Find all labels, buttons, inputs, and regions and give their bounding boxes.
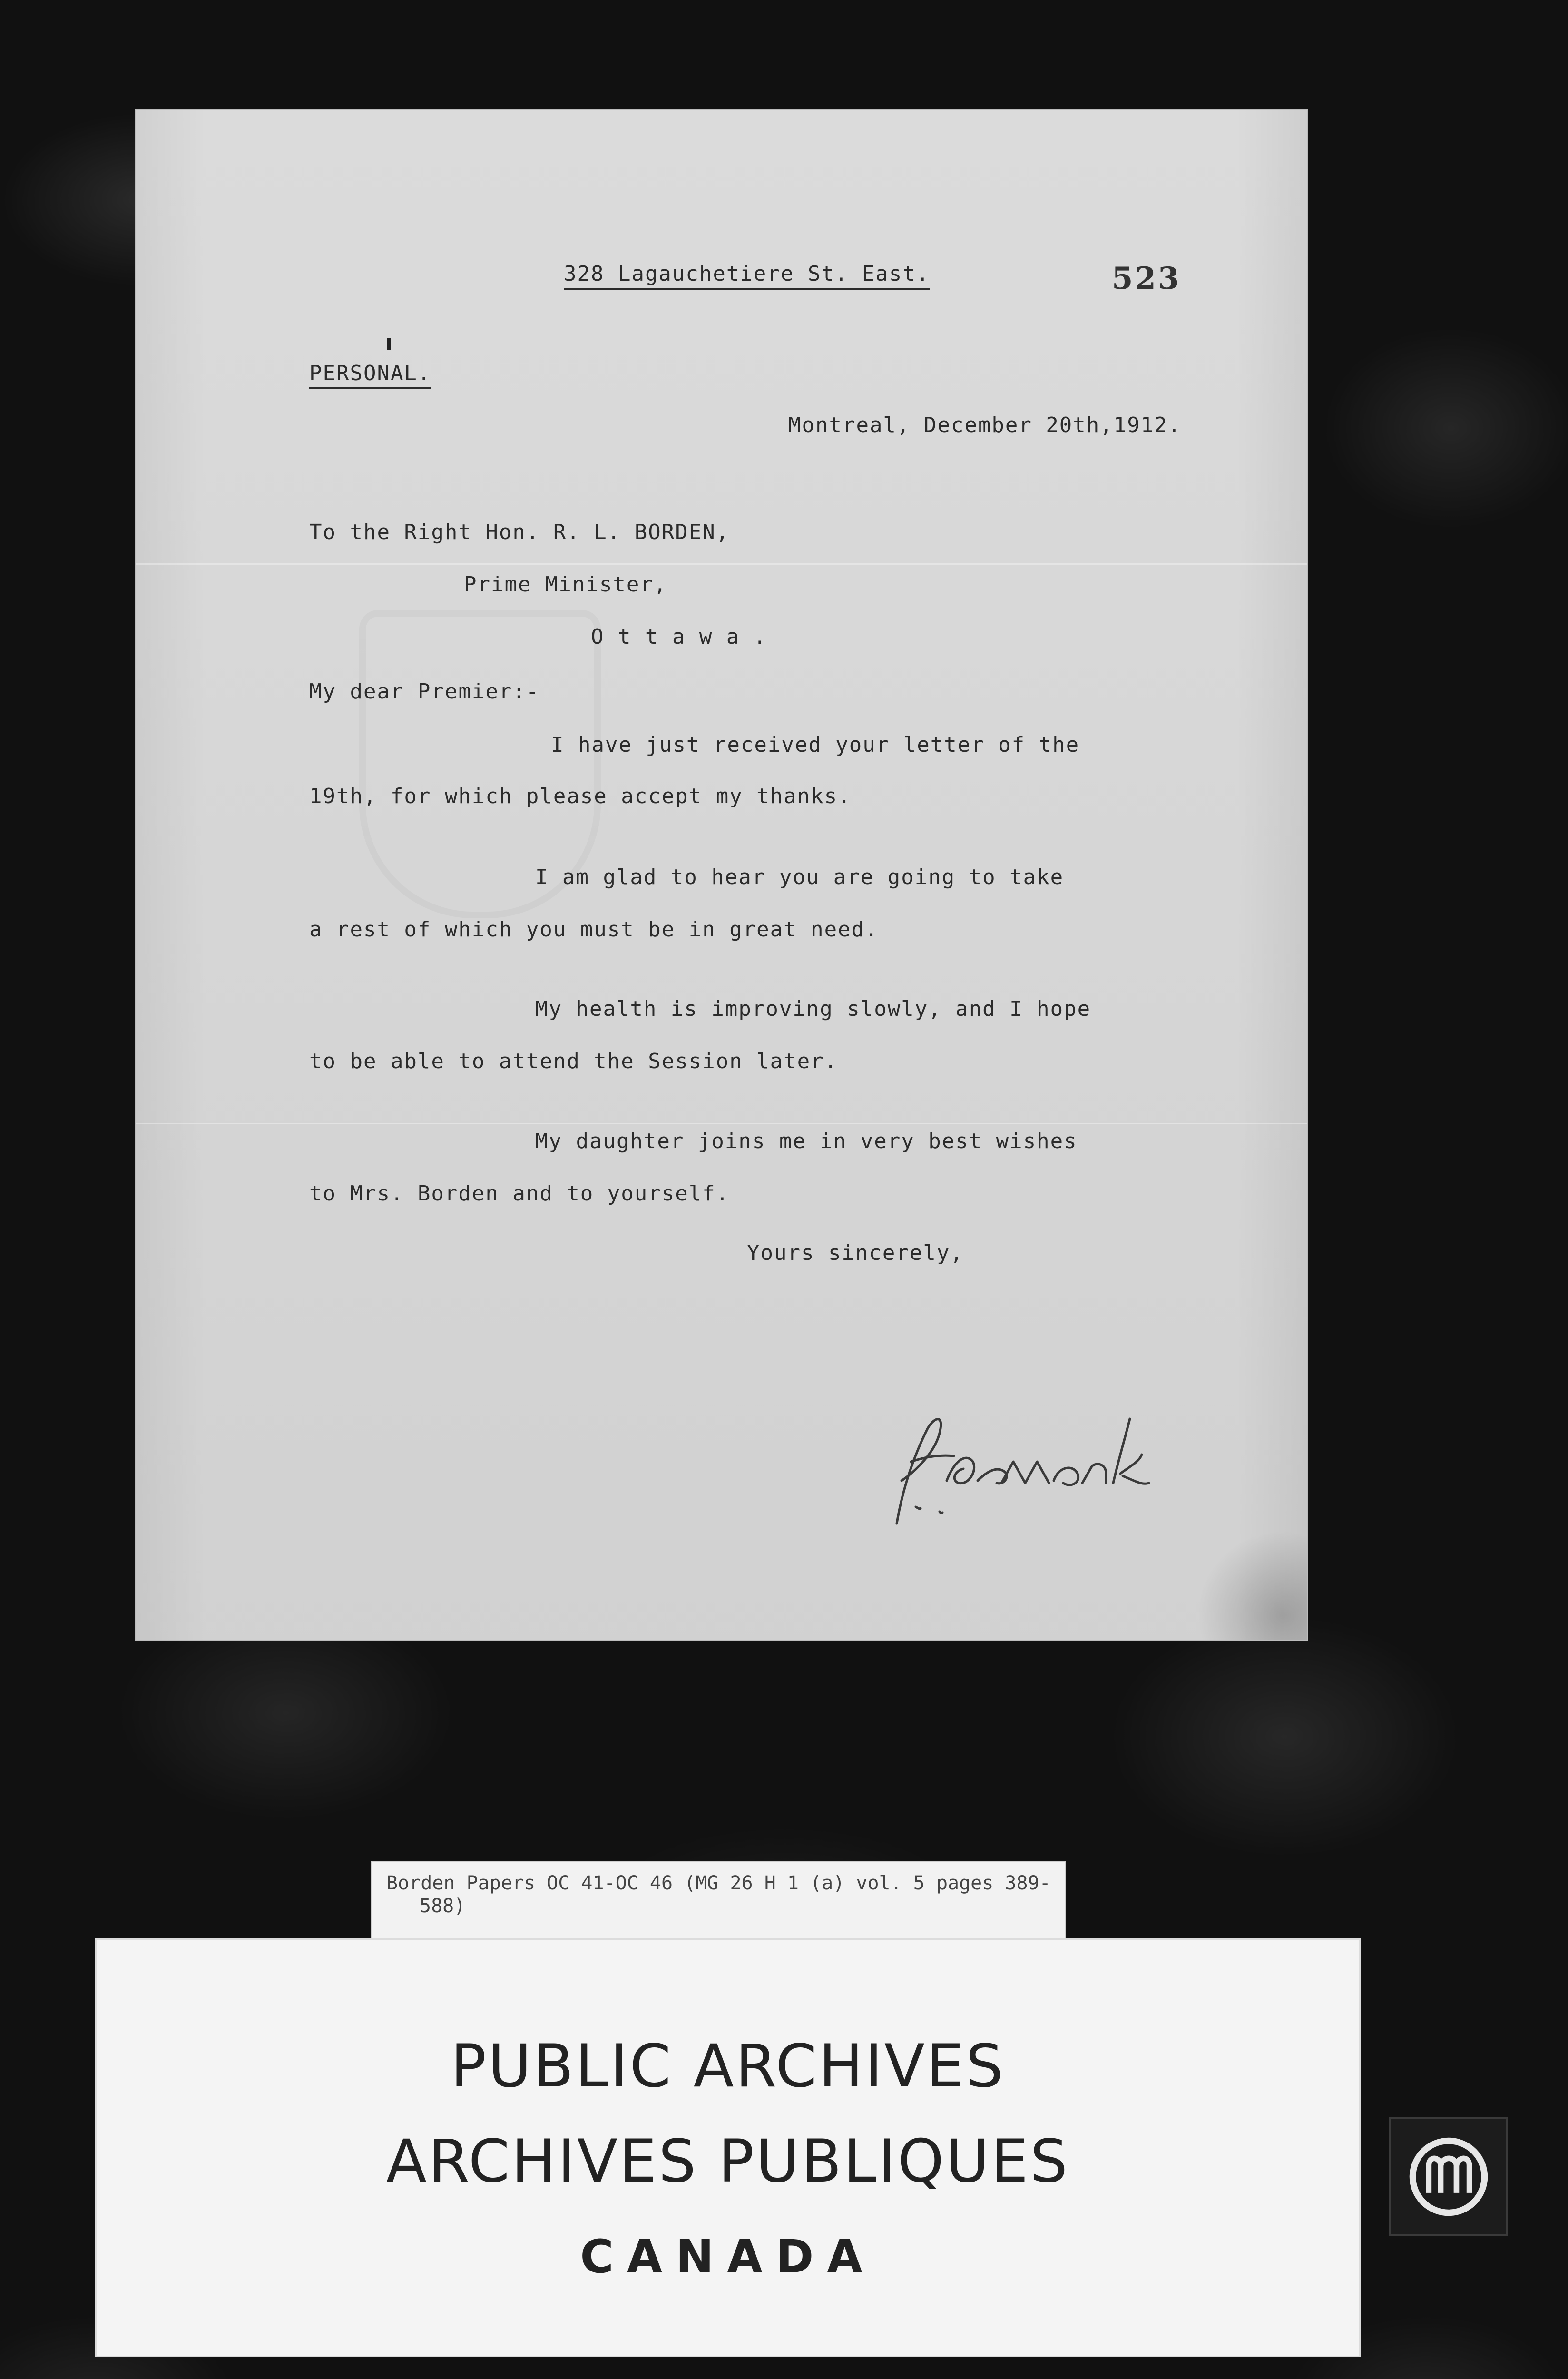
closing: Yours sincerely, (747, 1241, 964, 1265)
fold-line-lower (136, 1123, 1307, 1124)
reference-line-2: 588) (420, 1895, 466, 1917)
letter-date: Montreal, December 20th,1912. (788, 413, 1182, 437)
fold-line-upper (136, 563, 1307, 565)
paragraph-2-line-2: a rest of which you must be in great need. (309, 917, 879, 942)
recipient-city: O t t a w a . (591, 625, 767, 649)
card-country: CANADA (580, 2230, 876, 2283)
paragraph-3-line-2: to be able to attend the Session later. (309, 1049, 838, 1073)
sender-address: 328 Lagauchetiere St. East. (564, 264, 930, 285)
paragraph-1-line-2: 19th, for which please accept my thanks. (309, 784, 852, 808)
letter-sheet (136, 110, 1307, 1640)
paragraph-1-line-1: I have just received your letter of the (551, 733, 1080, 757)
personal-marking: PERSONAL. (309, 363, 431, 384)
reference-line-1: Borden Papers OC 41-OC 46 (MG 26 H 1 (a) vol. 5 pages 389- (386, 1872, 1051, 1894)
reference-slip (371, 1861, 1066, 1942)
margin-mark (387, 338, 391, 350)
handwritten-signature (882, 1390, 1225, 1533)
recipient-title: Prime Minister, (464, 572, 667, 597)
salutation: My dear Premier:- (309, 679, 540, 704)
paragraph-3-line-1: My health is improving slowly, and I hope (535, 997, 1091, 1021)
page-number: 523 (1112, 261, 1181, 296)
paragraph-4-line-1: My daughter joins me in very best wishes (535, 1129, 1078, 1153)
recipient-name: To the Right Hon. R. L. BORDEN, (309, 520, 730, 544)
corner-smudge (1183, 1516, 1307, 1640)
paragraph-2-line-1: I am glad to hear you are going to take (535, 865, 1064, 889)
card-title-english: PUBLIC ARCHIVES (451, 2032, 1005, 2101)
archives-logo-icon (1389, 2117, 1508, 2236)
card-title-french: ARCHIVES PUBLIQUES (386, 2127, 1070, 2196)
archives-card (95, 1938, 1361, 2357)
paragraph-4-line-2: to Mrs. Borden and to yourself. (309, 1181, 730, 1206)
